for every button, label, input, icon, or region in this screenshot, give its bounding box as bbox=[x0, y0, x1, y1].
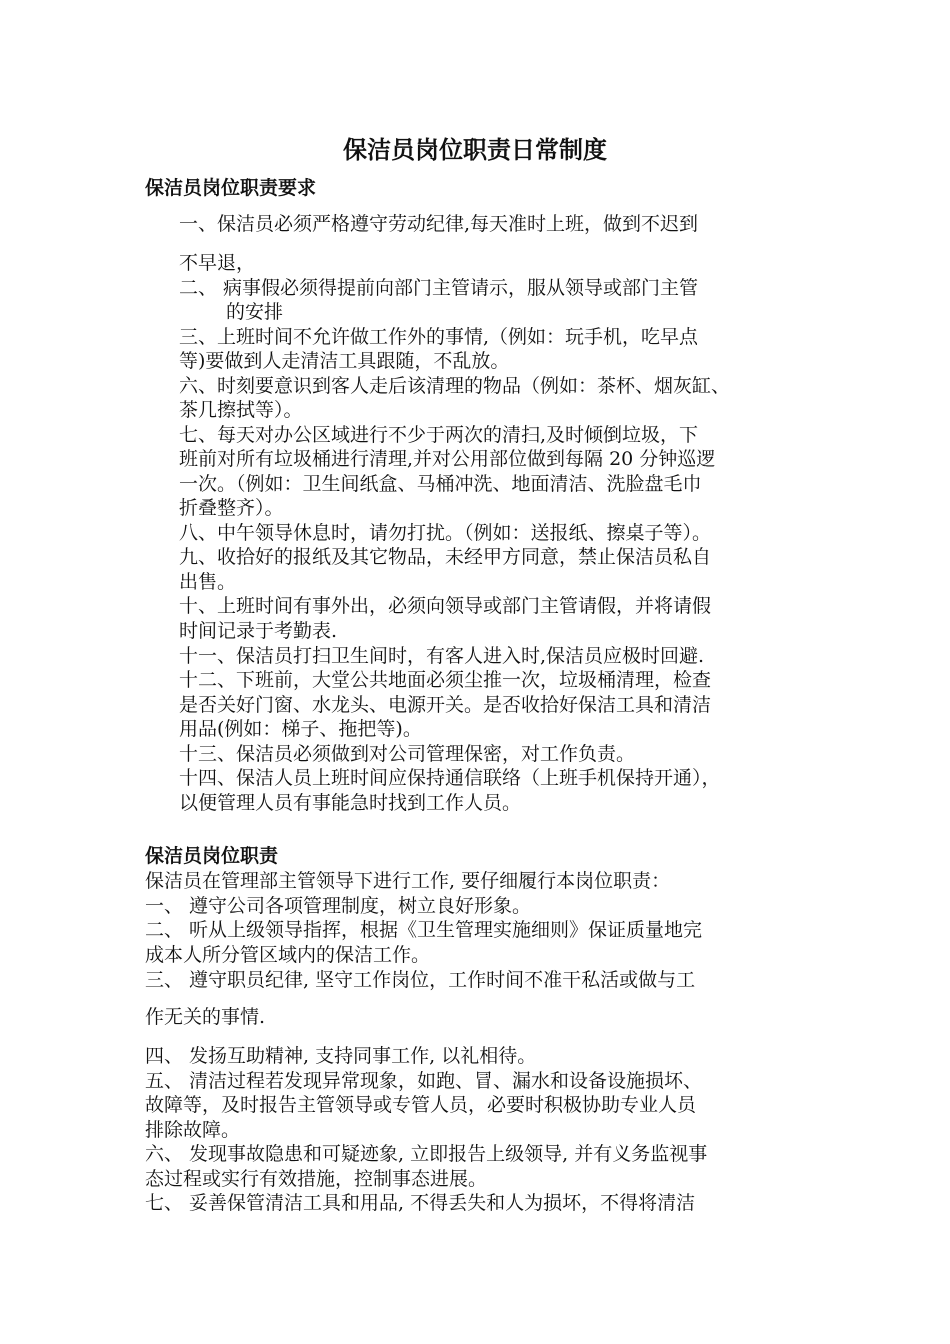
paragraph-line: 十一、保洁员打扫卫生间时，有客人进入时,保洁员应极时回避. bbox=[179, 645, 705, 667]
paragraph-line: 三、 遵守职员纪律, 坚守工作岗位，工作时间不准干私活或做与工 bbox=[145, 969, 696, 991]
document-title: 保洁员岗位职责日常制度 bbox=[343, 136, 607, 164]
paragraph-line: 成本人所分管区域内的保洁工作。 bbox=[145, 944, 431, 966]
paragraph-line: 六、时刻要意识到客人走后该清理的物品（例如：茶杯、烟灰缸、 bbox=[179, 375, 731, 397]
paragraph-line: 是否关好门窗、水龙头、电源开关。是否收拾好保洁工具和清洁 bbox=[179, 694, 712, 716]
paragraph-line: 态过程或实行有效措施，控制事态进展。 bbox=[145, 1168, 488, 1190]
paragraph-line: 九、收拾好的报纸及其它物品，未经甲方同意，禁止保洁员私自 bbox=[179, 546, 712, 568]
paragraph-line: 一次。（例如：卫生间纸盒、马桶冲洗、地面清洁、洗脸盘毛巾 bbox=[179, 473, 702, 495]
paragraph-line: 茶几擦拭等）。 bbox=[179, 399, 303, 421]
paragraph-line: 五、 清洁过程若发现异常现象，如跑、冒、漏水和设备设施损坏、 bbox=[145, 1070, 703, 1092]
paragraph-line: 六、 发现事故隐患和可疑迹象, 立即报告上级领导, 并有义务监视事 bbox=[145, 1143, 708, 1165]
paragraph-line: 十四、保洁人员上班时间应保持通信联络（上班手机保持开通）， bbox=[179, 767, 721, 789]
paragraph-line: 十三、保洁员必须做到对公司管理保密，对工作负责。 bbox=[179, 743, 636, 765]
paragraph-line: 二、 听从上级领导指挥，根据《卫生管理实施细则》保证质量地完 bbox=[145, 919, 703, 941]
paragraph-line: 出售。 bbox=[179, 571, 237, 593]
paragraph-line: 七、每天对办公区域进行不少于两次的清扫,及时倾倒垃圾，下 bbox=[179, 424, 699, 446]
paragraph-line: 时间记录于考勤表. bbox=[179, 620, 338, 642]
paragraph-line: 四、 发扬互助精神, 支持同事工作, 以礼相待。 bbox=[145, 1045, 537, 1067]
paragraph-line: 三、上班时间不允许做工作外的事情,（例如：玩手机，吃早点 bbox=[179, 326, 699, 348]
section-heading-requirements: 保洁员岗位职责要求 bbox=[145, 177, 317, 199]
paragraph-line: 用品(例如：梯子、拖把等)。 bbox=[179, 718, 422, 740]
paragraph-line: 折叠整齐）。 bbox=[179, 497, 284, 519]
paragraph-line: 十、上班时间有事外出，必须向领导或部门主管请假，并将请假 bbox=[179, 595, 712, 617]
section-heading-duties: 保洁员岗位职责 bbox=[145, 845, 279, 867]
paragraph-line: 故障等，及时报告主管领导或专管人员，必要时积极协助专业人员 bbox=[145, 1094, 697, 1116]
paragraph-line: 七、 妥善保管清洁工具和用品, 不得丢失和人为损坏，不得将清洁 bbox=[145, 1192, 696, 1214]
paragraph-line: 十二、下班前，大堂公共地面必须尘推一次，垃圾桶清理，检查 bbox=[179, 669, 712, 691]
paragraph-line: 排除故障。 bbox=[145, 1119, 241, 1141]
paragraph-line: 班前对所有垃圾桶进行清理,并对公用部位做到每隔 20 分钟巡逻 bbox=[179, 448, 716, 470]
paragraph-line: 一、保洁员必须严格遵守劳动纪律,每天准时上班，做到不迟到 bbox=[179, 213, 699, 235]
paragraph-line: 不早退， bbox=[179, 252, 256, 274]
paragraph-line: 作无关的事情. bbox=[145, 1006, 266, 1028]
paragraph-line: 保洁员在管理部主管领导下进行工作, 要仔细履行本岗位职责： bbox=[145, 870, 671, 892]
paragraph-line: 八、中午领导休息时，请勿打扰。（例如：送报纸、擦桌子等）。 bbox=[179, 522, 712, 544]
paragraph-line: 等)要做到人走清洁工具跟随，不乱放。 bbox=[179, 350, 510, 372]
paragraph-line: 的安排 bbox=[226, 301, 284, 323]
paragraph-line: 二、 病事假必须得提前向部门主管请示，服从领导或部门主管 bbox=[179, 277, 699, 299]
paragraph-line: 以便管理人员有事能急时找到工作人员。 bbox=[179, 792, 522, 814]
paragraph-line: 一、 遵守公司各项管理制度，树立良好形象。 bbox=[145, 895, 532, 917]
